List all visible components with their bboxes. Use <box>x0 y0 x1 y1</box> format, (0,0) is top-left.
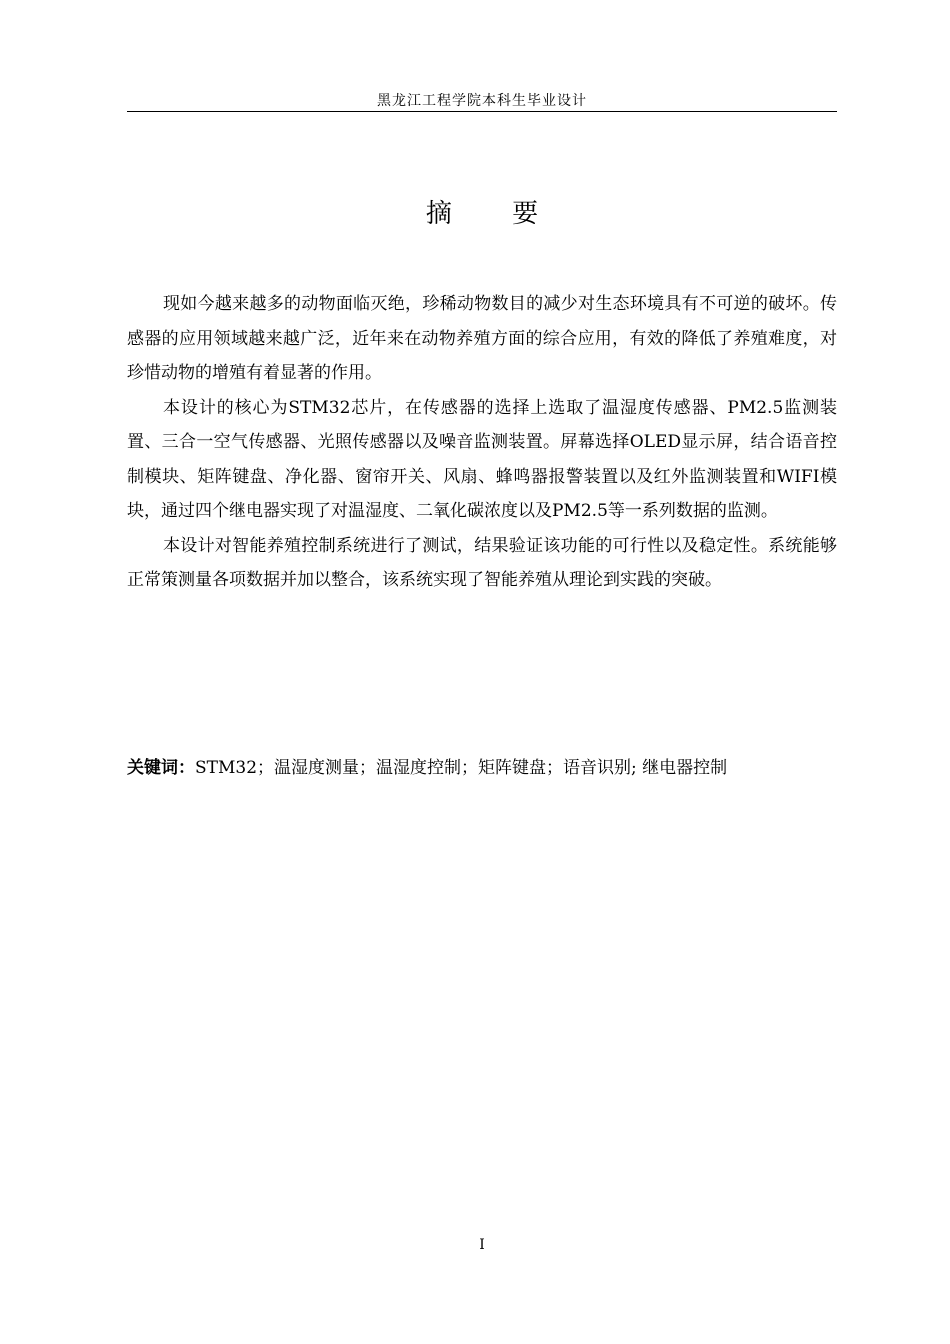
abstract-body <box>127 287 837 598</box>
page-number: I <box>479 1237 485 1253</box>
keywords-label: 关键词： <box>127 758 195 778</box>
keywords-text: STM32；温湿度测量；温湿度控制；矩阵键盘；语音识别; 继电器控制 <box>195 758 728 778</box>
header-rule <box>127 111 837 112</box>
keywords-line <box>127 754 837 782</box>
abstract-paragraph-3: 本设计对智能养殖控制系统进行了测试，结果验证该功能的可行性以及稳定性。系统能够正常策测量各项数据并加以整合，该系统实现了智能养殖从理论到实践的突破。 <box>127 535 837 590</box>
running-header: 黑龙江工程学院本科生毕业设计 <box>377 93 587 109</box>
abstract-paragraph-1: 现如今越来越多的动物面临灭绝，珍稀动物数目的减少对生态环境具有不可逆的破坏。传感器的应用领域越来越广泛，近年来在动物养殖方面的综合应用，有效的降低了养殖难度，对珍惜动物的增殖有着显著的作用。 <box>127 294 837 383</box>
abstract-title: 摘 要 <box>425 199 565 229</box>
abstract-paragraph-2: 本设计的核心为STM32芯片，在传感器的选择上选取了温湿度传感器、PM2.5监测装置、三合一空气传感器、光照传感器以及噪音监测装置。屏幕选择OLED显示屏，结合语音控制模块、矩阵键盘、净化器、窗帘开关、风扇、蜂鸣器报警装置以及红外监测装置和WIFI模块，通过四个继电器实现了对温湿度、二氧化碳浓度以及PM2.5等一系列数据的监测。 <box>127 397 837 521</box>
